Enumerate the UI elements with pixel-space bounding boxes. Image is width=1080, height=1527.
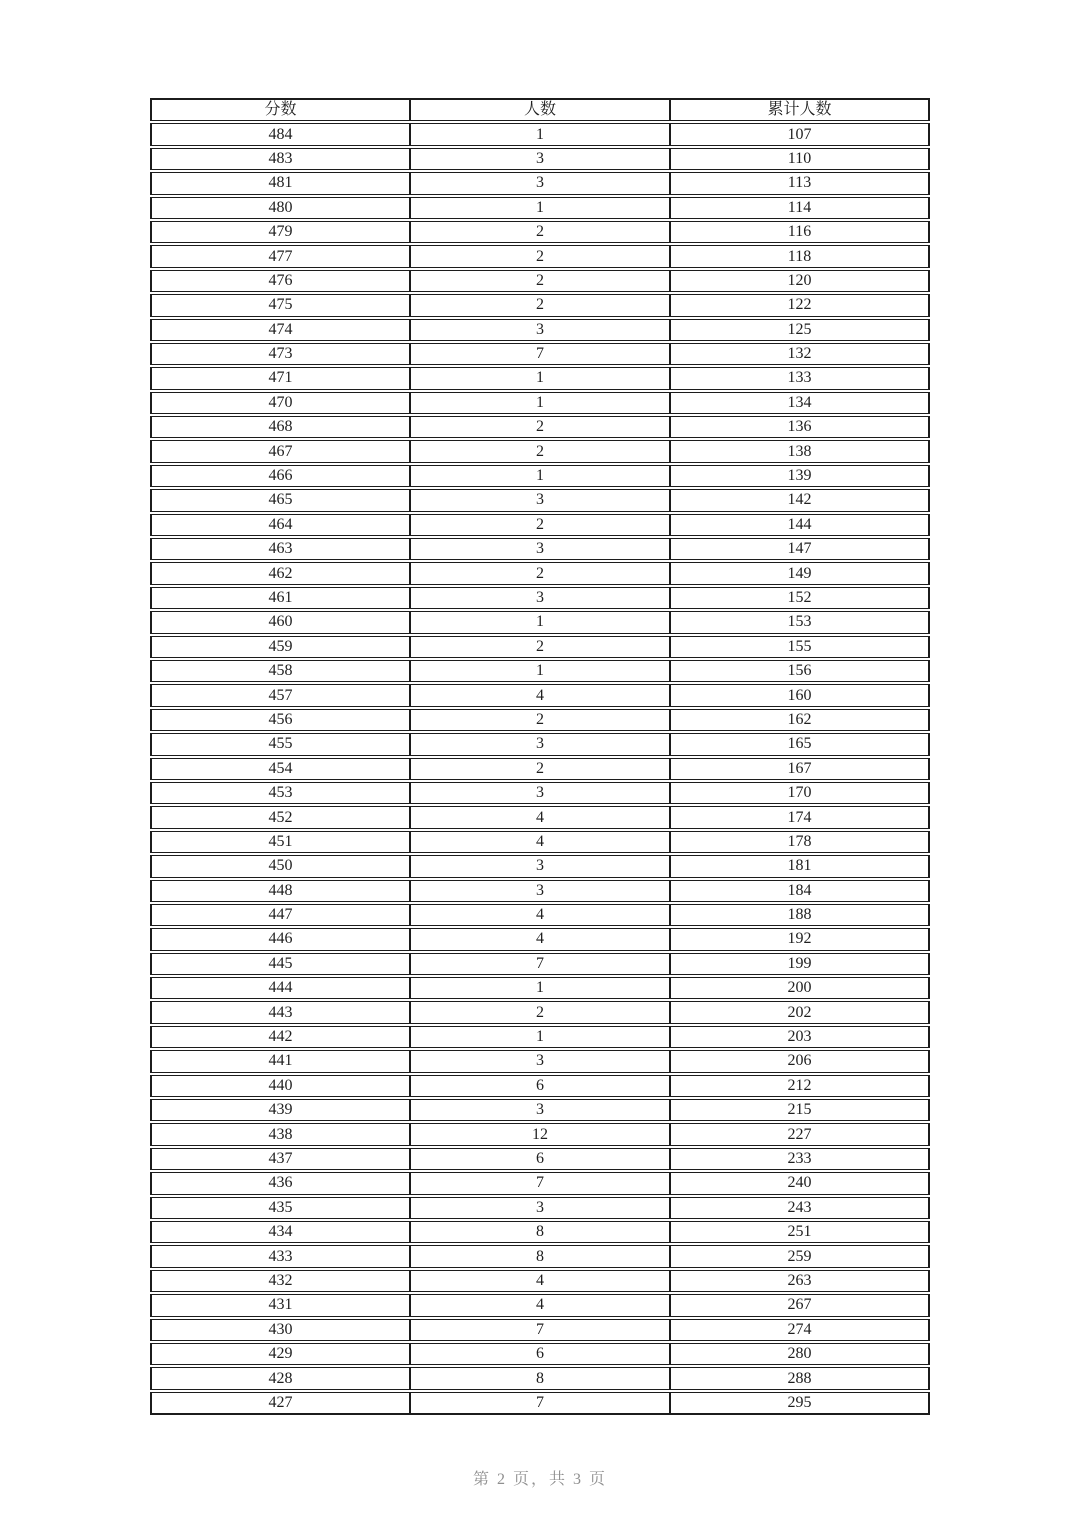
cumulative-cell: 243 (670, 1197, 930, 1219)
table-row (150, 1075, 930, 1097)
score-cell: 447 (150, 904, 410, 926)
score-cell: 432 (150, 1270, 410, 1292)
table-row (150, 294, 930, 316)
table-row (150, 1367, 930, 1389)
score-cell: 479 (150, 221, 410, 243)
table-row (150, 514, 930, 536)
cumulative-cell: 174 (670, 806, 930, 828)
count-cell: 1 (410, 392, 670, 414)
cumulative-cell: 120 (670, 270, 930, 292)
count-cell: 4 (410, 1294, 670, 1316)
count-cell: 3 (410, 880, 670, 902)
score-cell: 468 (150, 416, 410, 438)
count-cell: 3 (410, 319, 670, 341)
score-cell: 454 (150, 758, 410, 780)
count-cell: 1 (410, 367, 670, 389)
count-cell: 2 (410, 270, 670, 292)
cumulative-cell: 202 (670, 1001, 930, 1023)
cumulative-cell: 149 (670, 562, 930, 584)
score-cell: 439 (150, 1099, 410, 1121)
count-cell: 6 (410, 1148, 670, 1170)
count-cell: 7 (410, 343, 670, 365)
count-cell: 6 (410, 1343, 670, 1365)
table-row (150, 148, 930, 170)
count-cell: 8 (410, 1221, 670, 1243)
score-cell: 462 (150, 562, 410, 584)
count-cell: 2 (410, 758, 670, 780)
count-cell: 4 (410, 904, 670, 926)
table-row (150, 1050, 930, 1072)
cumulative-cell: 200 (670, 977, 930, 999)
cumulative-cell: 251 (670, 1221, 930, 1243)
cumulative-cell: 155 (670, 636, 930, 658)
count-cell: 2 (410, 245, 670, 267)
cumulative-cell: 125 (670, 319, 930, 341)
score-cell: 430 (150, 1319, 410, 1341)
table-row (150, 197, 930, 219)
table-row (150, 758, 930, 780)
count-cell: 3 (410, 148, 670, 170)
count-cell: 4 (410, 928, 670, 950)
score-cell: 457 (150, 684, 410, 706)
score-table (150, 96, 930, 1417)
score-table-body (150, 123, 930, 1415)
score-cell: 456 (150, 709, 410, 731)
score-cell: 436 (150, 1172, 410, 1194)
score-cell: 452 (150, 806, 410, 828)
table-row (150, 1221, 930, 1243)
count-cell: 8 (410, 1245, 670, 1267)
cumulative-cell: 274 (670, 1319, 930, 1341)
cumulative-cell: 160 (670, 684, 930, 706)
score-cell: 434 (150, 1221, 410, 1243)
count-cell: 3 (410, 1099, 670, 1121)
table-row (150, 562, 930, 584)
table-row (150, 953, 930, 975)
cumulative-cell: 110 (670, 148, 930, 170)
cumulative-cell: 267 (670, 1294, 930, 1316)
cumulative-cell: 240 (670, 1172, 930, 1194)
cumulative-cell: 184 (670, 880, 930, 902)
count-cell: 3 (410, 855, 670, 877)
table-row (150, 172, 930, 194)
table-row (150, 904, 930, 926)
count-cell: 1 (410, 660, 670, 682)
score-table-header (150, 98, 930, 121)
table-row (150, 538, 930, 560)
score-cell: 480 (150, 197, 410, 219)
table-row (150, 489, 930, 511)
table-row (150, 1172, 930, 1194)
score-cell: 467 (150, 440, 410, 462)
cumulative-cell: 192 (670, 928, 930, 950)
col-header-cumulative: 累计人数 (670, 98, 930, 121)
score-cell: 476 (150, 270, 410, 292)
cumulative-cell: 136 (670, 416, 930, 438)
cumulative-cell: 132 (670, 343, 930, 365)
count-cell: 3 (410, 733, 670, 755)
cumulative-cell: 144 (670, 514, 930, 536)
cumulative-cell: 114 (670, 197, 930, 219)
count-cell: 1 (410, 977, 670, 999)
count-cell: 1 (410, 611, 670, 633)
table-row (150, 123, 930, 145)
table-row (150, 831, 930, 853)
cumulative-cell: 139 (670, 465, 930, 487)
cumulative-cell: 134 (670, 392, 930, 414)
cumulative-cell: 107 (670, 123, 930, 145)
table-row (150, 1197, 930, 1219)
table-row (150, 221, 930, 243)
score-cell: 471 (150, 367, 410, 389)
table-row (150, 782, 930, 804)
score-cell: 465 (150, 489, 410, 511)
score-cell: 459 (150, 636, 410, 658)
count-cell: 2 (410, 636, 670, 658)
cumulative-cell: 122 (670, 294, 930, 316)
cumulative-cell: 142 (670, 489, 930, 511)
table-row (150, 1026, 930, 1048)
cumulative-cell: 133 (670, 367, 930, 389)
score-cell: 451 (150, 831, 410, 853)
table-row (150, 1294, 930, 1316)
col-header-count: 人数 (410, 98, 670, 121)
score-cell: 466 (150, 465, 410, 487)
score-cell: 461 (150, 587, 410, 609)
cumulative-cell: 178 (670, 831, 930, 853)
score-cell: 442 (150, 1026, 410, 1048)
count-cell: 1 (410, 123, 670, 145)
count-cell: 12 (410, 1123, 670, 1145)
cumulative-cell: 181 (670, 855, 930, 877)
count-cell: 2 (410, 294, 670, 316)
count-cell: 4 (410, 684, 670, 706)
score-cell: 455 (150, 733, 410, 755)
cumulative-cell: 259 (670, 1245, 930, 1267)
cumulative-cell: 156 (670, 660, 930, 682)
count-cell: 3 (410, 587, 670, 609)
score-cell: 484 (150, 123, 410, 145)
table-row (150, 587, 930, 609)
table-row (150, 1148, 930, 1170)
score-cell: 431 (150, 1294, 410, 1316)
table-row (150, 880, 930, 902)
count-cell: 2 (410, 562, 670, 584)
table-row (150, 733, 930, 755)
table-row (150, 1099, 930, 1121)
page-indicator: 第 2 页，共 3 页 (472, 1471, 607, 1488)
score-cell: 458 (150, 660, 410, 682)
table-row (150, 1123, 930, 1145)
score-cell: 448 (150, 880, 410, 902)
score-cell: 473 (150, 343, 410, 365)
cumulative-cell: 147 (670, 538, 930, 560)
cumulative-cell: 116 (670, 221, 930, 243)
count-cell: 2 (410, 440, 670, 462)
score-cell: 477 (150, 245, 410, 267)
score-cell: 453 (150, 782, 410, 804)
count-cell: 1 (410, 197, 670, 219)
score-cell: 446 (150, 928, 410, 950)
cumulative-cell: 153 (670, 611, 930, 633)
score-cell: 481 (150, 172, 410, 194)
cumulative-cell: 165 (670, 733, 930, 755)
table-row (150, 977, 930, 999)
count-cell: 3 (410, 1050, 670, 1072)
count-cell: 2 (410, 514, 670, 536)
cumulative-cell: 152 (670, 587, 930, 609)
score-cell: 463 (150, 538, 410, 560)
score-cell: 483 (150, 148, 410, 170)
count-cell: 6 (410, 1075, 670, 1097)
table-row (150, 928, 930, 950)
score-cell: 427 (150, 1392, 410, 1415)
cumulative-cell: 280 (670, 1343, 930, 1365)
cumulative-cell: 227 (670, 1123, 930, 1145)
count-cell: 3 (410, 1197, 670, 1219)
count-cell: 1 (410, 465, 670, 487)
table-row (150, 319, 930, 341)
table-row (150, 416, 930, 438)
count-cell: 2 (410, 221, 670, 243)
count-cell: 3 (410, 489, 670, 511)
count-cell: 3 (410, 538, 670, 560)
table-row (150, 1343, 930, 1365)
table-row (150, 684, 930, 706)
cumulative-cell: 288 (670, 1367, 930, 1389)
table-row (150, 465, 930, 487)
count-cell: 3 (410, 172, 670, 194)
table-row (150, 1392, 930, 1415)
cumulative-cell: 113 (670, 172, 930, 194)
cumulative-cell: 138 (670, 440, 930, 462)
count-cell: 7 (410, 1392, 670, 1415)
score-cell: 450 (150, 855, 410, 877)
table-row (150, 245, 930, 267)
header-row (150, 98, 930, 121)
table-row (150, 660, 930, 682)
count-cell: 7 (410, 953, 670, 975)
table-row (150, 611, 930, 633)
score-cell: 474 (150, 319, 410, 341)
table-row (150, 806, 930, 828)
count-cell: 4 (410, 806, 670, 828)
count-cell: 7 (410, 1172, 670, 1194)
table-row (150, 440, 930, 462)
table-row (150, 855, 930, 877)
score-cell: 438 (150, 1123, 410, 1145)
table-row (150, 343, 930, 365)
score-cell: 441 (150, 1050, 410, 1072)
score-cell: 443 (150, 1001, 410, 1023)
table-row (150, 270, 930, 292)
count-cell: 1 (410, 1026, 670, 1048)
table-row (150, 1001, 930, 1023)
table-row (150, 709, 930, 731)
score-cell: 464 (150, 514, 410, 536)
count-cell: 3 (410, 782, 670, 804)
count-cell: 8 (410, 1367, 670, 1389)
table-row (150, 1245, 930, 1267)
cumulative-cell: 206 (670, 1050, 930, 1072)
cumulative-cell: 188 (670, 904, 930, 926)
score-cell: 435 (150, 1197, 410, 1219)
col-header-score: 分数 (150, 98, 410, 121)
score-cell: 440 (150, 1075, 410, 1097)
score-cell: 460 (150, 611, 410, 633)
score-cell: 428 (150, 1367, 410, 1389)
cumulative-cell: 203 (670, 1026, 930, 1048)
cumulative-cell: 233 (670, 1148, 930, 1170)
cumulative-cell: 170 (670, 782, 930, 804)
score-cell: 437 (150, 1148, 410, 1170)
table-row (150, 1319, 930, 1341)
score-cell: 445 (150, 953, 410, 975)
score-cell: 429 (150, 1343, 410, 1365)
score-cell: 470 (150, 392, 410, 414)
score-cell: 475 (150, 294, 410, 316)
count-cell: 4 (410, 1270, 670, 1292)
cumulative-cell: 118 (670, 245, 930, 267)
count-cell: 2 (410, 1001, 670, 1023)
cumulative-cell: 212 (670, 1075, 930, 1097)
score-cell: 444 (150, 977, 410, 999)
table-row (150, 636, 930, 658)
count-cell: 2 (410, 709, 670, 731)
score-cell: 433 (150, 1245, 410, 1267)
count-cell: 2 (410, 416, 670, 438)
table-row (150, 367, 930, 389)
score-distribution-table-container (150, 96, 930, 1417)
count-cell: 4 (410, 831, 670, 853)
table-row (150, 1270, 930, 1292)
cumulative-cell: 263 (670, 1270, 930, 1292)
cumulative-cell: 162 (670, 709, 930, 731)
cumulative-cell: 199 (670, 953, 930, 975)
table-row (150, 392, 930, 414)
cumulative-cell: 295 (670, 1392, 930, 1415)
cumulative-cell: 215 (670, 1099, 930, 1121)
cumulative-cell: 167 (670, 758, 930, 780)
count-cell: 7 (410, 1319, 670, 1341)
